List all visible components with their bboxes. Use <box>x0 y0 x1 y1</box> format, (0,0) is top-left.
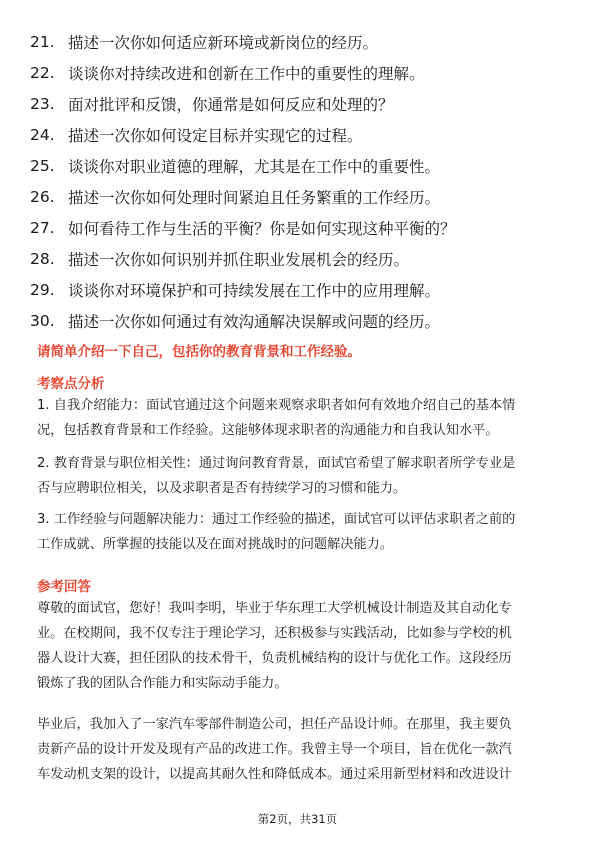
text-line: 车发动机支架的设计，以提高其耐久性和降低成本。通过采用新型材料和改进设计 <box>37 767 512 782</box>
list-item <box>30 57 570 88</box>
page-number: 第2页，共31页 <box>257 812 338 826</box>
analysis-point-2 <box>37 451 559 501</box>
question-number: 27. <box>30 218 55 237</box>
question-text: 描述一次你如何通过有效沟通解决误解或问题的经历。 <box>68 312 441 331</box>
question-number: 28. <box>30 249 55 268</box>
question-text: 描述一次你如何处理时间紧迫且任务繁重的工作经历。 <box>68 188 441 207</box>
list-item <box>30 181 570 212</box>
list-item <box>30 212 570 243</box>
text-line: 毕业后，我加入了一家汽车零部件制造公司，担任产品设计师。在那里，我主要负 <box>37 717 512 732</box>
analysis-point-1 <box>37 393 559 443</box>
list-item <box>30 305 570 336</box>
question-text: 如何看待工作与生活的平衡？你是如何实现这种平衡的？ <box>68 219 456 238</box>
text-line: 3. 工作经验与问题解决能力：通过工作经验的描述，面试官可以评估求职者之前的 <box>37 512 516 527</box>
answer-heading: 参考回答 <box>37 579 91 595</box>
analysis-point-3 <box>37 507 559 557</box>
text-line: 尊敬的面试官，您好！我叫李明，毕业于华东理工大学机械设计制造及其自动化专 <box>37 601 512 616</box>
question-number: 21. <box>30 32 55 51</box>
question-number: 29. <box>30 280 55 299</box>
featured-question-title: 请简单介绍一下自己，包括你的教育背景和工作经验。 <box>37 344 361 360</box>
list-item <box>30 274 570 305</box>
answer-paragraph-1 <box>37 596 559 696</box>
text-line: 1. 自我介绍能力：面试官通过这个问题来观察求职者如何有效地介绍自己的基本情 <box>37 398 516 413</box>
question-number: 26. <box>30 187 55 206</box>
answer-paragraph-2 <box>37 712 559 787</box>
question-text: 描述一次你如何适应新环境或新岗位的经历。 <box>68 33 379 52</box>
question-text: 描述一次你如何设定目标并实现它的过程。 <box>68 126 363 145</box>
list-item <box>30 26 570 57</box>
text-line: 锻炼了我的团队合作能力和实际动手能力。 <box>37 676 288 691</box>
text-line: 器人设计大赛，担任团队的技术骨干，负责机械结构的设计与优化工作。这段经历 <box>37 651 512 666</box>
list-item <box>30 243 570 274</box>
analysis-heading: 考察点分析 <box>37 376 105 392</box>
question-text: 谈谈你对环境保护和可持续发展在工作中的应用理解。 <box>68 281 441 300</box>
question-text: 面对批评和反馈，你通常是如何反应和处理的？ <box>68 95 394 114</box>
question-list <box>30 26 570 336</box>
list-item <box>30 150 570 181</box>
question-number: 25. <box>30 156 55 175</box>
question-text: 谈谈你对职业道德的理解，尤其是在工作中的重要性。 <box>68 157 441 176</box>
question-number: 23. <box>30 94 55 113</box>
text-line: 2. 教育背景与职位相关性：通过询问教育背景，面试官希望了解求职者所学专业是 <box>37 456 516 471</box>
text-line: 业。在校期间，我不仅专注于理论学习，还积极参与实践活动，比如参与学校的机 <box>37 626 512 641</box>
question-number: 22. <box>30 63 55 82</box>
question-number: 30. <box>30 311 55 330</box>
list-item <box>30 119 570 150</box>
question-number: 24. <box>30 125 55 144</box>
question-text: 描述一次你如何识别并抓住职业发展机会的经历。 <box>68 250 410 269</box>
text-line: 工作成就、所掌握的技能以及在面对挑战时的问题解决能力。 <box>37 537 394 552</box>
text-line: 责新产品的设计开发及现有产品的改进工作。我曾主导一个项目，旨在优化一款汽 <box>37 742 512 757</box>
question-text: 谈谈你对持续改进和创新在工作中的重要性的理解。 <box>68 64 425 83</box>
text-line: 况，包括教育背景和工作经验。这能够体现求职者的沟通能力和自我认知水平。 <box>37 423 499 438</box>
text-line: 否与应聘职位相关，以及求职者是否有持续学习的习惯和能力。 <box>37 481 407 496</box>
list-item <box>30 88 570 119</box>
